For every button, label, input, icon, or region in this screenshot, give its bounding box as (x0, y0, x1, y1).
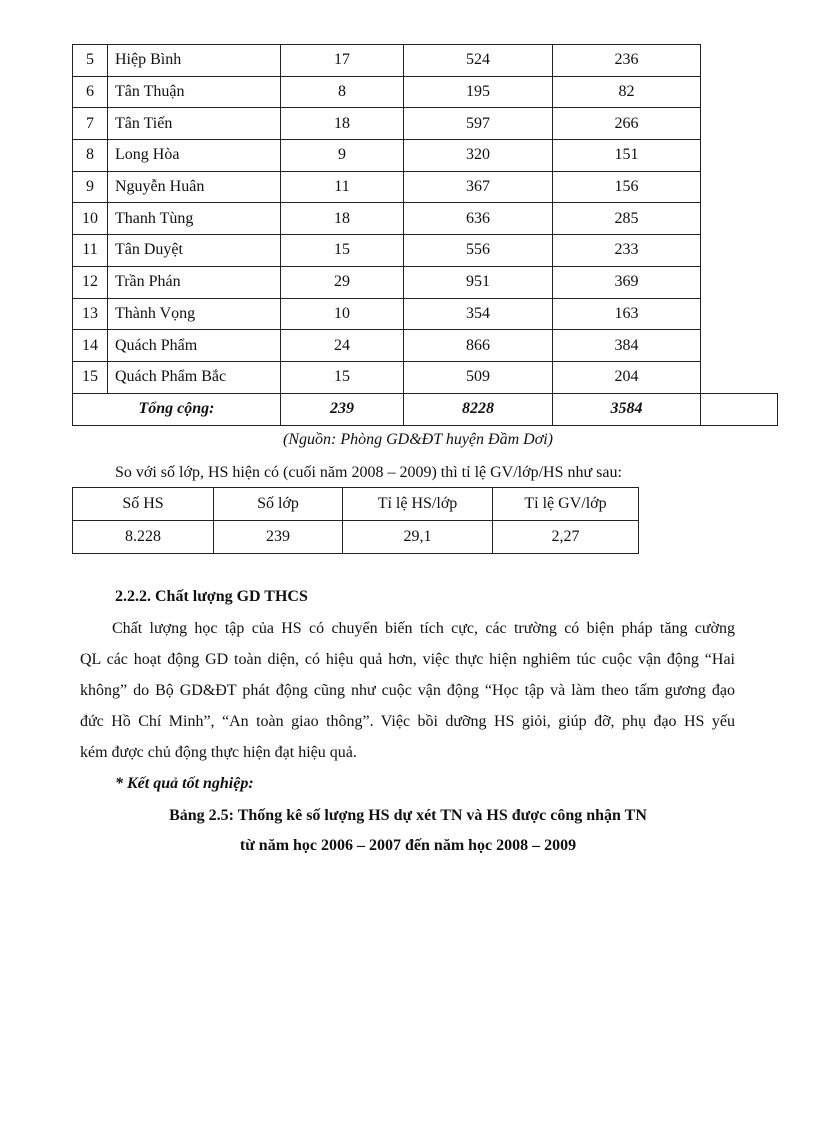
source-note: (Nguồn: Phòng GD&ĐT huyện Đầm Dơi) (283, 431, 553, 448)
row-number: 13 (73, 298, 108, 330)
school-name: Tân Duyệt (108, 235, 281, 267)
school-name: Long Hòa (108, 140, 281, 172)
ratio-header-classes: Số lớp (214, 488, 343, 521)
third-count: 151 (553, 140, 701, 172)
students-count: 354 (404, 298, 553, 330)
paragraph-line: không” do Bộ GD&ĐT phát động cũng như cuộc vận động “Học tập và làm theo tấm gương đạo (80, 682, 735, 699)
school-name: Trần Phán (108, 266, 281, 298)
table-row (73, 171, 778, 203)
classes-count: 10 (281, 298, 404, 330)
classes-count: 18 (281, 108, 404, 140)
row-number: 10 (73, 203, 108, 235)
students-count: 636 (404, 203, 553, 235)
row-number: 8 (73, 140, 108, 172)
third-count: 285 (553, 203, 701, 235)
table-row (73, 76, 778, 108)
classes-count: 9 (281, 140, 404, 172)
third-count: 266 (553, 108, 701, 140)
third-count: 236 (553, 45, 701, 77)
third-count: 156 (553, 171, 701, 203)
empty-cell (701, 140, 778, 172)
empty-cell (701, 361, 778, 393)
ratio-value-students: 8.228 (73, 521, 214, 554)
students-count: 367 (404, 171, 553, 203)
table-caption-line1: Bảng 2.5: Thống kê số lượng HS dự xét TN và HS được công nhận TN (169, 807, 647, 824)
result-heading: * Kết quả tốt nghiệp: (115, 775, 254, 792)
classes-count: 17 (281, 45, 404, 77)
students-count: 866 (404, 330, 553, 362)
section-heading: 2.2.2. Chất lượng GD THCS (115, 588, 308, 605)
paragraph-line: kém được chủ động thực hiện đạt hiệu quả. (80, 744, 357, 761)
school-name: Quách Phẩm Bắc (108, 361, 281, 393)
total-students: 8228 (404, 393, 553, 425)
classes-count: 29 (281, 266, 404, 298)
ratio-value-classes: 239 (214, 521, 343, 554)
paragraph-line: QL các hoạt động GD toàn diện, có hiệu quả hơn, việc thực hiện nghiêm túc cuộc vận động “Hai (80, 651, 735, 668)
table-row (73, 266, 778, 298)
classes-count: 18 (281, 203, 404, 235)
students-count: 524 (404, 45, 553, 77)
classes-count: 15 (281, 361, 404, 393)
students-count: 195 (404, 76, 553, 108)
school-name: Tân Thuận (108, 76, 281, 108)
ratio-header-students: Số HS (73, 488, 214, 521)
ratio-header-teachers-per-class: Tỉ lệ GV/lớp (493, 488, 639, 521)
row-number: 12 (73, 266, 108, 298)
school-name: Hiệp Bình (108, 45, 281, 77)
table-row (73, 361, 778, 393)
row-number: 7 (73, 108, 108, 140)
third-count: 233 (553, 235, 701, 267)
school-name: Quách Phẩm (108, 330, 281, 362)
row-number: 5 (73, 45, 108, 77)
row-number: 6 (73, 76, 108, 108)
row-number: 9 (73, 171, 108, 203)
row-number: 11 (73, 235, 108, 267)
third-count: 163 (553, 298, 701, 330)
total-classes: 239 (281, 393, 404, 425)
paragraph-line: Chất lượng học tập của HS có chuyển biến tích cực, các trường có biện pháp tăng cường (112, 620, 735, 637)
empty-cell (701, 45, 778, 77)
empty-cell (701, 330, 778, 362)
empty-cell (701, 76, 778, 108)
total-third: 3584 (553, 393, 701, 425)
empty-cell (701, 171, 778, 203)
ratio-header-students-per-class: Tỉ lệ HS/lớp (343, 488, 493, 521)
ratio-intro: So với số lớp, HS hiện có (cuối năm 2008 – 2009) thì tỉ lệ GV/lớp/HS như sau: (115, 464, 622, 481)
table-row (73, 140, 778, 172)
empty-cell (701, 235, 778, 267)
students-count: 509 (404, 361, 553, 393)
classes-count: 24 (281, 330, 404, 362)
ratio-table (72, 487, 639, 554)
third-count: 82 (553, 76, 701, 108)
table-row (73, 298, 778, 330)
students-count: 320 (404, 140, 553, 172)
table-row (73, 108, 778, 140)
table-row (73, 330, 778, 362)
table-row (73, 235, 778, 267)
ratio-value-students-per-class: 29,1 (343, 521, 493, 554)
empty-cell (701, 108, 778, 140)
school-name: Thanh Tùng (108, 203, 281, 235)
paragraph-line: đức Hồ Chí Minh”, “An toàn giao thông”. Việc bồi dưỡng HS giỏi, giúp đỡ, phụ đạo HS yếu (80, 713, 735, 730)
empty-cell (701, 298, 778, 330)
students-count: 597 (404, 108, 553, 140)
school-name: Nguyễn Huân (108, 171, 281, 203)
classes-count: 8 (281, 76, 404, 108)
row-number: 14 (73, 330, 108, 362)
table-caption-line2: từ năm học 2006 – 2007 đến năm học 2008 – 2009 (239, 837, 577, 854)
table-row (73, 203, 778, 235)
third-count: 384 (553, 330, 701, 362)
body-paragraph (80, 613, 735, 768)
classes-count: 15 (281, 235, 404, 267)
ratio-value-row (73, 521, 639, 554)
school-name: Tân Tiến (108, 108, 281, 140)
ratio-value-teachers-per-class: 2,27 (493, 521, 639, 554)
total-label: Tổng cộng: (73, 393, 281, 425)
students-count: 556 (404, 235, 553, 267)
row-number: 15 (73, 361, 108, 393)
table-row (73, 45, 778, 77)
empty-cell (701, 203, 778, 235)
total-empty-cell (701, 393, 778, 425)
total-row (73, 393, 778, 425)
third-count: 204 (553, 361, 701, 393)
third-count: 369 (553, 266, 701, 298)
ratio-header-row (73, 488, 639, 521)
empty-cell (701, 266, 778, 298)
students-count: 951 (404, 266, 553, 298)
school-name: Thành Vọng (108, 298, 281, 330)
classes-count: 11 (281, 171, 404, 203)
school-statistics-table (72, 44, 778, 426)
